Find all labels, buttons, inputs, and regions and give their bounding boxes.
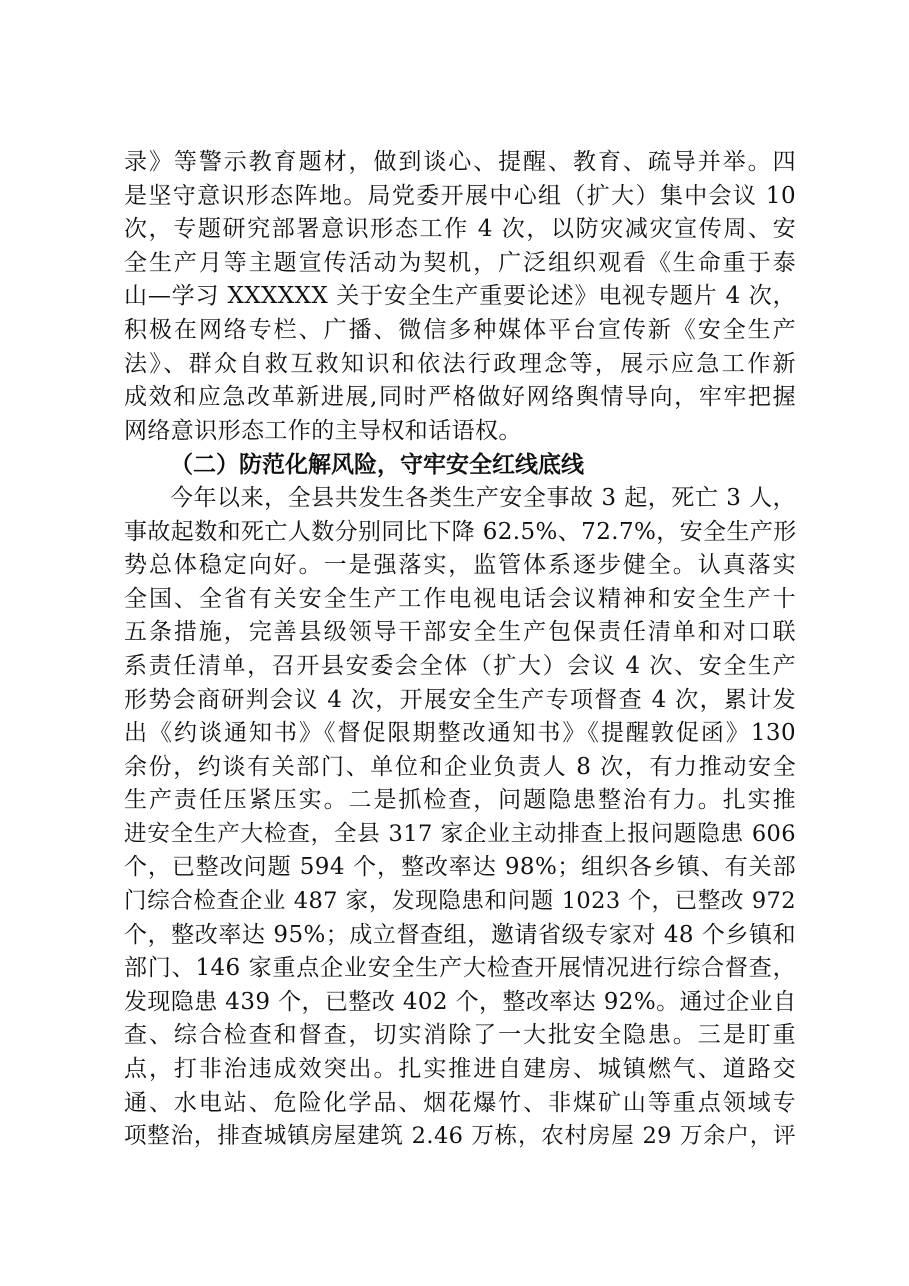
text-line: 出《约谈通知书》《督促限期整改通知书》《提醒敦促函》130: [124, 720, 796, 747]
text-line: 查、综合检查和督查，切实消除了一大批安全隐患。三是盯重: [124, 1022, 796, 1049]
text-line: 进安全生产大检查，全县 317 家企业主动排查上报问题隐患 606: [124, 820, 796, 847]
text-line: 发现隐患 439 个，已整改 402 个，整改率达 92%。通过企业自: [124, 988, 797, 1015]
text-line: 部门、146 家重点企业安全生产大检查开展情况进行综合督查，: [124, 955, 796, 982]
text-line: 次，专题研究部署意识形态工作 4 次，以防灾减灾宣传周、安: [124, 216, 796, 243]
text-line: 余份，约谈有关部门、单位和企业负责人 8 次，有力推动安全: [124, 753, 796, 780]
text-line: 项整治，排查城镇房屋建筑 2.46 万栋，农村房屋 29 万余户，评: [124, 1123, 796, 1150]
text-line: 形势会商研判会议 4 次，开展安全生产专项督查 4 次，累计发: [124, 686, 796, 713]
text-line: 录》等警示教育题材，做到谈心、提醒、教育、疏导并举。四: [124, 149, 796, 175]
text-line: 今年以来，全县共发生各类生产安全事故 3 起，死亡 3 人，: [170, 484, 796, 511]
document-page: [124, 146, 796, 1154]
text-line: 门综合检查企业 487 家，发现隐患和问题 1023 个，已整改 972: [124, 888, 796, 915]
text-line: 通、水电站、危险化学品、烟花爆竹、非煤矿山等重点领域专: [124, 1089, 796, 1116]
text-line: 势总体稳定向好。一是强落实，监管体系逐步健全。认真落实: [124, 552, 796, 579]
paragraph-risk-prevention: [124, 482, 796, 1154]
text-line: 全国、全省有关安全生产工作电视电话会议精神和安全生产十: [124, 585, 796, 612]
text-line: 网络意识形态工作的主导权和话语权。: [124, 417, 522, 444]
text-line: 成效和应急改革新进展,同时严格做好网络舆情导向，牢牢把握: [124, 384, 796, 411]
text-line: 个，整改率达 95%；成立督查组，邀请省级专家对 48 个乡镇和: [124, 921, 796, 948]
text-line: 是坚守意识形态阵地。局党委开展中心组（扩大）集中会议 10: [124, 182, 796, 209]
text-line: 五条措施，完善县级领导干部安全生产包保责任清单和对口联: [124, 619, 796, 646]
text-line: 山—学习 XXXXXX 关于安全生产重要论述》电视专题片 4 次，: [124, 283, 796, 310]
text-line: 系责任清单，召开县安委会全体（扩大）会议 4 次、安全生产: [124, 652, 796, 679]
text-line: 生产责任压紧压实。二是抓检查，问题隐患整治有力。扎实推: [124, 787, 796, 814]
text-line: 点，打非治违成效突出。扎实推进自建房、城镇燃气、道路交: [124, 1056, 796, 1083]
text-line: 个，已整改问题 594 个，整改率达 98%；组织各乡镇、有关部: [124, 854, 796, 881]
section-heading: （二）防范化解风险，守牢安全红线底线: [170, 451, 584, 479]
text-line: 事故起数和死亡人数分别同比下降 62.5%、72.7%，安全生产形: [124, 518, 797, 545]
text-line: 全生产月等主题宣传活动为契机，广泛组织观看《生命重于泰: [124, 249, 796, 276]
paragraph-ideology-work: [124, 146, 796, 448]
text-line: 法》、群众自救互救知识和依法行政理念等，展示应急工作新: [124, 350, 796, 377]
text-line: 积极在网络专栏、广播、微信多种媒体平台宣传新《安全生产: [124, 316, 796, 343]
